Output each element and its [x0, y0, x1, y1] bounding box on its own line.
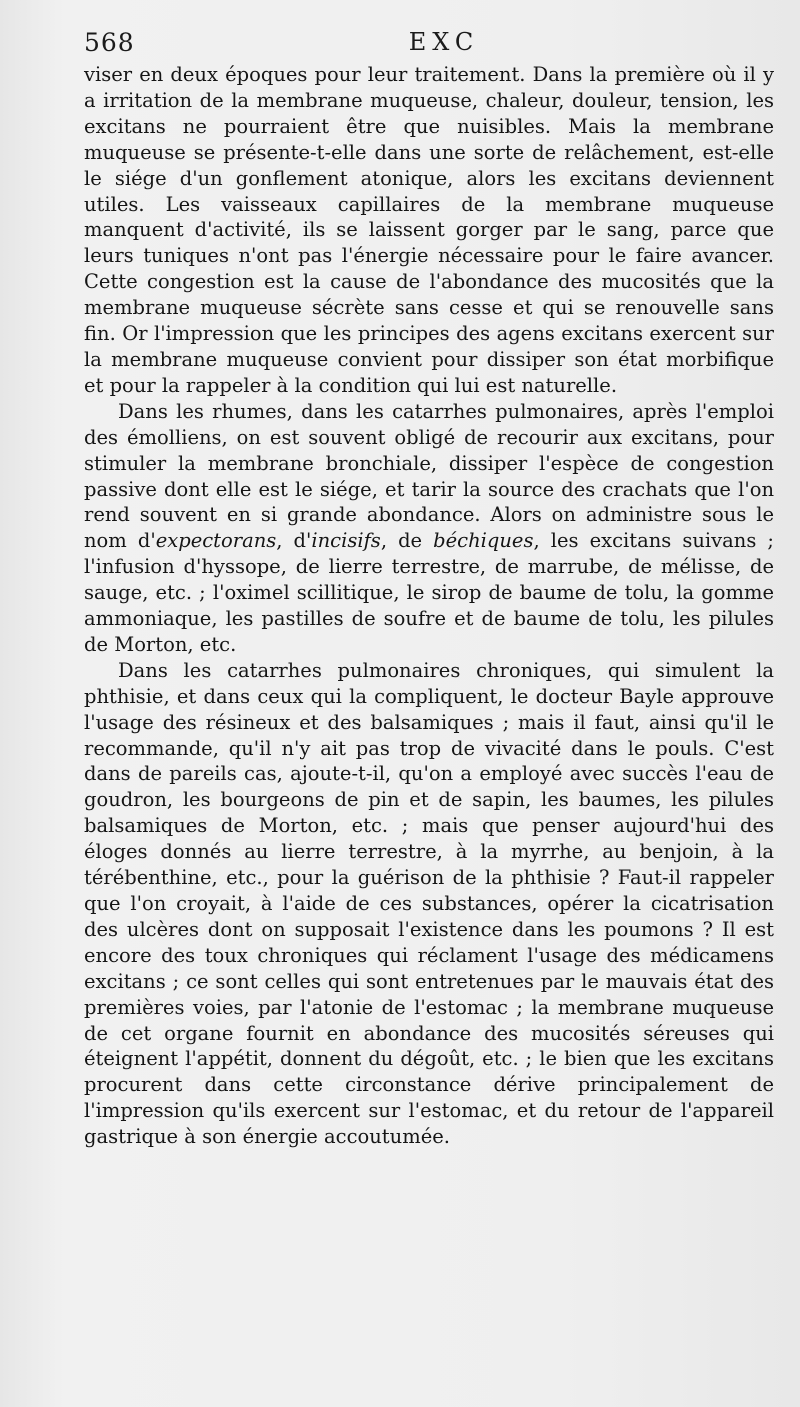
paragraph-2-sep1: , d' — [276, 529, 312, 553]
page-header — [84, 22, 774, 62]
paragraph-2-after: , les excitans suivans ; l'infusion d'hyssope, de lierre terrestre, de marrube, de mélisse, de sauge, etc. ; l'oximel scillitique, le sirop de baume de tolu, la gomme ammoniaque, les pastilles de soufre et de baume de tolu, les pilules de Morton, etc. — [84, 529, 774, 656]
term-expectorans: expectorans — [155, 529, 277, 553]
body-text — [84, 62, 774, 1150]
paragraph-3: Dans les catarrhes pulmonaires chroniques, qui simulent la phthisie, et dans ceux qui la compliquent, le docteur Bayle approuve l'usage des résineux et des balsamiques ; mais il faut, ainsi qu'il le recommande, qu'il n'y ait pas trop de vivacité dans le pouls. C'est dans de pareils cas, ajoute-t-il, qu'on a employé avec succès l'eau de goudron, les bourgeons de pin et de sapin, les baumes, les pilules balsamiques de Morton, etc. ; mais que penser aujourd'hui des éloges donnés au lierre terrestre, à la myrrhe, au benjoin, à la térébenthine, etc., pour la guérison de la phthisie ? Faut-il rappeler que l'on croyait, à l'aide de ces substances, opérer la cicatrisation des ulcères dont on supposait l'existence dans les poumons ? Il est encore des toux chroniques qui réclament l'usage des médicamens excitans ; ce sont celles qui sont entretenues par le mauvais état des premières voies, par l'atonie de l'estomac ; la membrane muqueuse de cet organe fournit en abondance des mucosités séreuses qui éteignent l'appétit, donnent du dégoût, etc. ; le bien que les excitans procurent dans cette circonstance dérive principalement de l'impression qu'ils exercent sur l'estomac, et du retour de l'appareil gastrique à son énergie accoutumée. — [84, 658, 774, 1149]
running-head: EXC — [408, 28, 480, 56]
page-number: 568 — [84, 28, 135, 57]
term-bechiques: béchiques — [433, 529, 534, 553]
paragraph-2-sep2: , de — [380, 529, 434, 553]
paragraph-1: viser en deux époques pour leur traitement. Dans la première où il y a irritation de la membrane muqueuse, chaleur, douleur, tension, les excitans ne pourraient être que nuisibles. Mais la membrane muqueuse se présente-t-elle dans une sorte de relâchement, est-elle le siége d'un gonflement atonique, alors les excitans deviennent utiles. Les vaisseaux capillaires de la membrane muqueuse manquent d'activité, ils se laissent gorger par le sang, parce que leurs tuniques n'ont pas l'énergie nécessaire pour le faire avancer. Cette congestion est la cause de l'abondance des mucosités que la membrane muqueuse sécrète sans cesse et qui se renouvelle sans fin. Or l'impression que les principes des agens excitans exercent sur la membrane muqueuse convient pour dissiper son état morbifique et pour la rappeler à la condition qui lui est naturelle. — [84, 63, 774, 397]
paragraph-2 — [84, 399, 774, 658]
term-incisifs: incisifs — [311, 529, 381, 553]
paragraph-2-before: Dans les rhumes, dans les catarrhes pulmonaires, après l'emploi des émolliens, on est souvent obligé de recourir aux excitans, pour stimuler la membrane bronchiale, dissiper l'espèce de congestion passive dont elle est le siége, et tarir la source des crachats que l'on rend souvent en si grande abondance. Alors on administre sous le nom d' — [84, 399, 774, 553]
